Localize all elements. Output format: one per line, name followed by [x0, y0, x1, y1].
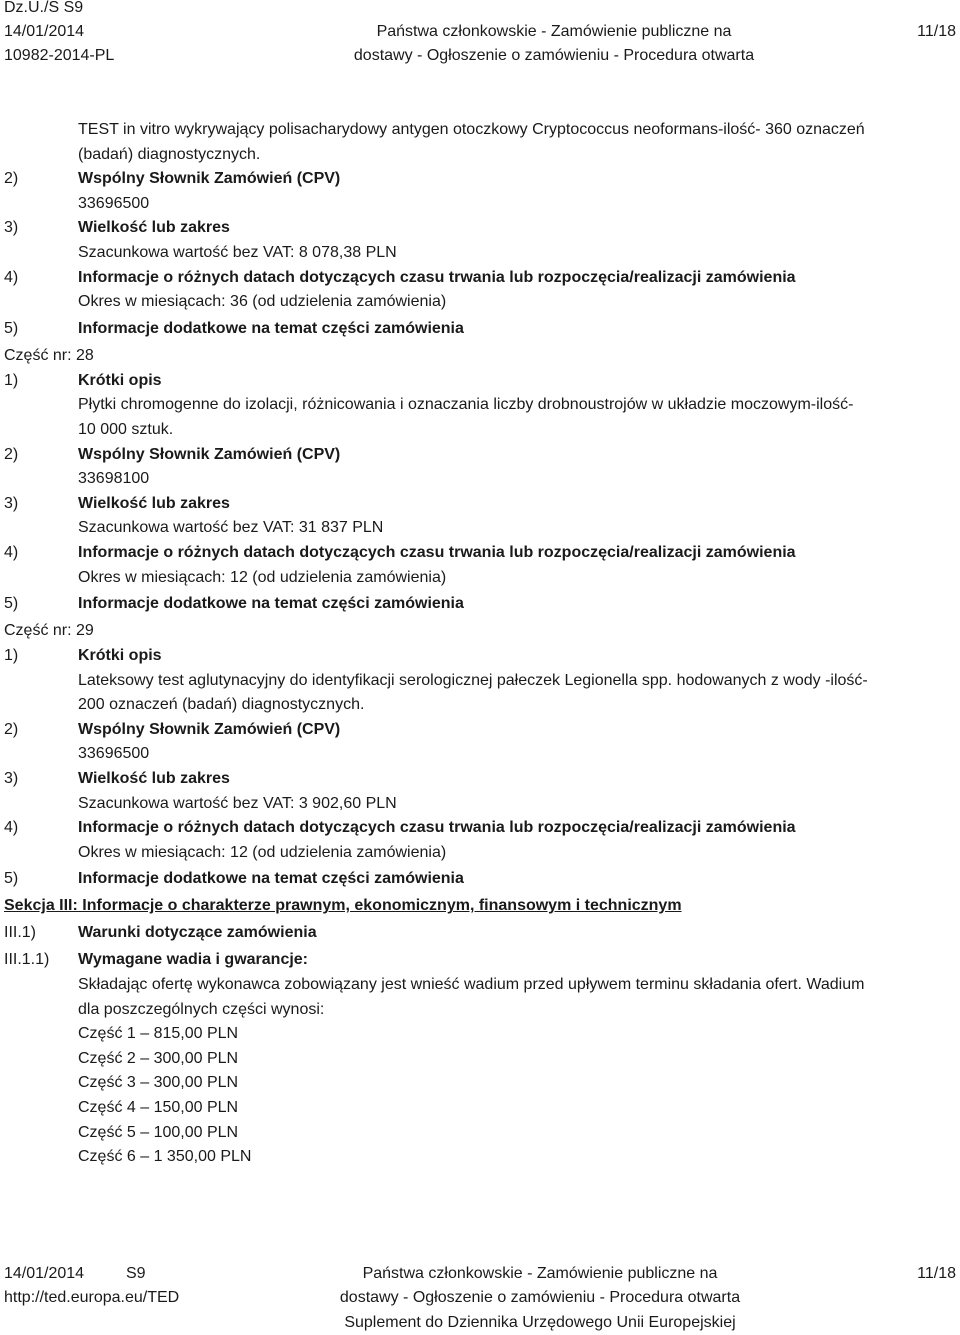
short-desc-item: 1) Krótki opis	[4, 371, 162, 389]
extra-info-item: 5) Informacje dodatkowe na temat części zamówienia	[4, 319, 464, 337]
footer-supplement: Suplement do Dziennika Urzędowego Unii Europejskiej	[344, 1314, 736, 1331]
cpv-value: 33698100	[78, 470, 150, 488]
deposit-item: Część 3 – 300,00 PLN	[78, 1074, 239, 1092]
short-desc-item: 1) Krótki opis	[4, 647, 162, 665]
header-title-line2: dostawy - Ogłoszenie o zamówieniu - Procedura otwarta	[353, 47, 755, 64]
header-page-number: 11/18	[917, 23, 956, 40]
deposit-item: Część 4 – 150,00 PLN	[78, 1099, 239, 1116]
size-item: 3) Wielkość lub zakres	[4, 219, 230, 237]
footer-series: S9	[126, 1265, 146, 1282]
header-doc-id: 10982-2014-PL	[4, 47, 115, 64]
size-value: Szacunkowa wartość bez VAT: 31 837 PLN	[78, 519, 384, 537]
size-value: Szacunkowa wartość bez VAT: 3 902,60 PLN	[78, 794, 397, 812]
cpv-item: 2) Wspólny Słownik Zamówień (CPV)	[4, 445, 341, 463]
dates-value: Okres w miesiącach: 12 (od udzielenia zamówienia)	[78, 843, 447, 861]
cpv-item: 2) Wspólny Słownik Zamówień (CPV)	[4, 170, 341, 188]
footer-url-link[interactable]: http://ted.europa.eu/TED	[4, 1289, 180, 1306]
footer-title-line1: Państwa członkowskie - Zamówienie publiczne na	[362, 1265, 718, 1282]
description-text: (badań) diagnostycznych.	[78, 145, 261, 163]
dates-item: 4) Informacje o różnych datach dotyczących czasu trwania lub rozpoczęcia/realizacji zamówienia	[4, 268, 796, 286]
dates-value: Okres w miesiącach: 12 (od udzielenia zamówienia)	[78, 568, 447, 586]
part-label: Część nr: 29	[4, 622, 94, 640]
dates-value: Okres w miesiącach: 36 (od udzielenia zamówienia)	[78, 293, 447, 311]
extra-info-item: 5) Informacje dodatkowe na temat części zamówienia	[4, 870, 464, 888]
footer-page-number: 11/18	[917, 1265, 956, 1282]
description-text: 200 oznaczeń (badań) diagnostycznych.	[78, 696, 365, 714]
deposit-item: Część 2 – 300,00 PLN	[78, 1049, 239, 1067]
dates-item: 4) Informacje o różnych datach dotyczących czasu trwania lub rozpoczęcia/realizacji zamówienia	[4, 819, 796, 837]
page-footer	[4, 1262, 956, 1334]
subsubsection-item: III.1.1) Wymagane wadia i gwarancje:	[4, 951, 309, 969]
deposit-text: dla poszczególnych części wynosi:	[78, 1000, 325, 1018]
main-content	[4, 118, 954, 1170]
deposit-item: Część 6 – 1 350,00 PLN	[78, 1148, 252, 1166]
footer-date: 14/01/2014	[4, 1265, 85, 1282]
journal-ref: Dz.U./S S9	[4, 0, 84, 16]
deposit-item: Część 1 – 815,00 PLN	[78, 1025, 239, 1043]
cpv-value: 33696500	[78, 194, 150, 212]
dates-item: 4) Informacje o różnych datach dotyczących czasu trwania lub rozpoczęcia/realizacji zamówienia	[4, 543, 796, 561]
header-date: 14/01/2014	[4, 23, 85, 40]
extra-info-item: 5) Informacje dodatkowe na temat części zamówienia	[4, 595, 464, 613]
subsection-item: III.1) Warunki dotyczące zamówienia	[4, 924, 317, 942]
part-label: Część nr: 28	[4, 346, 94, 364]
description-text: Płytki chromogenne do izolacji, różnicowania i oznaczania liczby drobnoustrojów w układzie moczowym-ilość-	[78, 396, 854, 414]
description-text: 10 000 sztuk.	[78, 420, 174, 438]
description-text: TEST in vitro wykrywający polisacharydowy antygen otoczkowy Cryptococcus neoformans-ilość- 360 oznaczeń	[78, 121, 865, 138]
deposit-item: Część 5 – 100,00 PLN	[78, 1123, 239, 1141]
size-item: 3) Wielkość lub zakres	[4, 770, 230, 788]
cpv-value: 33696500	[78, 745, 150, 763]
footer-title-line2: dostawy - Ogłoszenie o zamówieniu - Procedura otwarta	[339, 1289, 741, 1306]
deposit-text: Składając ofertę wykonawca zobowiązany jest wnieść wadium przed upływem terminu składania ofert. Wadium	[78, 976, 865, 994]
page-header	[4, 0, 956, 70]
cpv-item: 2) Wspólny Słownik Zamówień (CPV)	[4, 720, 341, 738]
description-text: Lateksowy test aglutynacyjny do identyfikacji serologicznej pałeczek Legionella spp. hodowanych z wody -ilość-	[78, 671, 868, 689]
size-value: Szacunkowa wartość bez VAT: 8 078,38 PLN	[78, 243, 397, 261]
size-item: 3) Wielkość lub zakres	[4, 494, 230, 512]
section-title: Sekcja III: Informacje o charakterze prawnym, ekonomicznym, finansowym i technicznym	[4, 897, 682, 915]
header-title-line1: Państwa członkowskie - Zamówienie publiczne na	[376, 23, 732, 40]
